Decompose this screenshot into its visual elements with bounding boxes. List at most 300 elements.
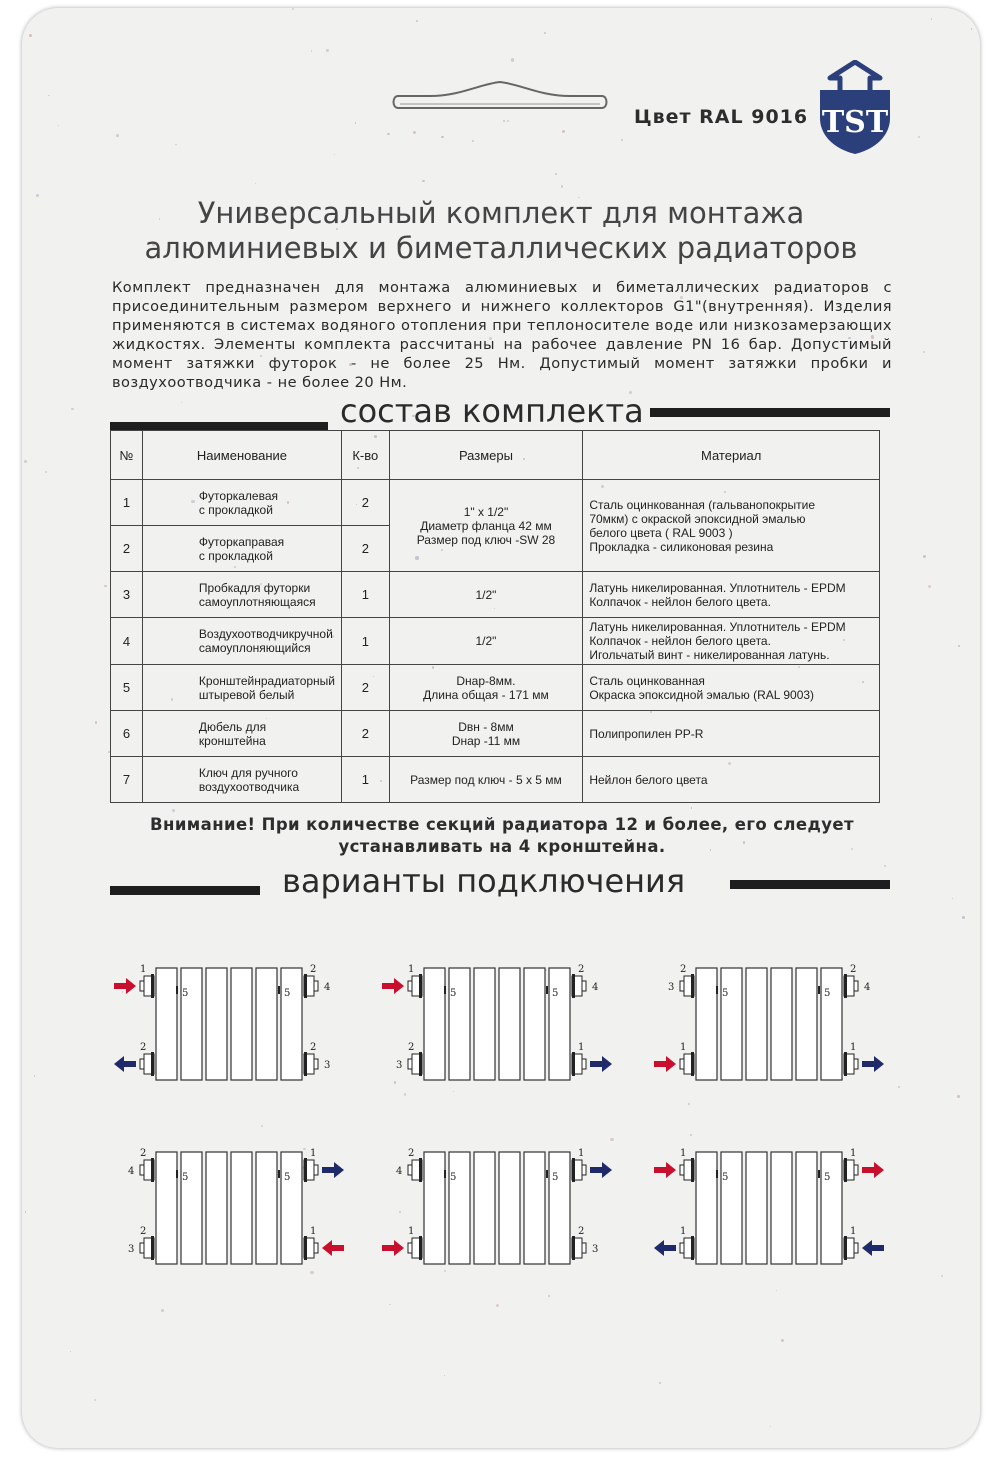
fitting-gasket: [844, 1236, 847, 1260]
fitting-number-label: 2: [578, 1226, 585, 1237]
radiator-section: [524, 1152, 545, 1264]
speckle: [161, 1309, 164, 1312]
radiator-section: [474, 968, 495, 1080]
speckle: [326, 49, 329, 52]
fitting-number-label: 1: [850, 1226, 857, 1237]
radiator-section: [796, 968, 817, 1080]
bracket-mark: [546, 1170, 548, 1178]
fitting-icon: [304, 1236, 318, 1260]
size-line: Dнар -11 мм: [451, 733, 521, 748]
speckle: [355, 122, 357, 124]
row-size: [389, 757, 583, 803]
material-line: Игольчатый винт - никелированная латунь.: [589, 648, 830, 662]
row-no: 2: [111, 526, 143, 572]
row-name-line: Кронштейнрадиаторный: [198, 673, 335, 688]
plug-number-label: 4: [324, 982, 331, 993]
row-name: [142, 480, 341, 526]
speckle: [971, 28, 973, 30]
speckle: [422, 180, 424, 182]
fitting-number-label: 2: [140, 1042, 147, 1053]
table-row: [111, 757, 880, 803]
bracket-mark: [176, 986, 178, 994]
fitting-number-label: 1: [578, 1148, 585, 1159]
row-name-line: воздухоотводчика: [198, 779, 300, 794]
speckle: [928, 585, 931, 588]
fitting-nut: [314, 1059, 318, 1069]
speckle: [555, 173, 557, 175]
fitting-gasket: [304, 1236, 307, 1260]
speckle: [621, 139, 623, 141]
row-name: [142, 572, 341, 618]
speckle: [311, 50, 312, 51]
material-line: белого цвета ( RAL 9003 ): [589, 525, 733, 540]
fitting-nut: [680, 1243, 684, 1253]
fitting-icon: [572, 1052, 586, 1076]
speckle: [496, 1304, 499, 1307]
speckle: [94, 1399, 96, 1401]
speckle: [389, 1304, 391, 1306]
fitting-gasket: [304, 1158, 307, 1182]
radiator-section: [721, 1152, 742, 1264]
fitting-nut: [408, 1243, 412, 1253]
fitting-gasket: [691, 1052, 694, 1076]
speckle: [29, 34, 32, 37]
plug-number-label: 4: [864, 982, 871, 993]
fitting-icon: [304, 1158, 318, 1182]
fitting-number-label: 1: [408, 1226, 415, 1237]
row-size: [389, 665, 583, 711]
fitting-number-label: 1: [408, 964, 415, 975]
radiator-section: [281, 1152, 302, 1264]
fitting-gasket: [691, 1236, 694, 1260]
fitting-nut: [314, 1165, 318, 1175]
bracket-label: 5: [722, 988, 729, 999]
row-qty: 1: [342, 572, 390, 618]
radiator-section: [206, 968, 227, 1080]
speckle: [175, 144, 176, 145]
radiator-section: [499, 1152, 520, 1264]
fitting-icon: [844, 1158, 858, 1182]
speckle: [957, 1095, 960, 1098]
fitting-icon: [844, 1052, 858, 1076]
connection-heading-label: варианты подключения: [282, 862, 686, 900]
fitting-gasket: [419, 1158, 422, 1182]
flow-arrow-right-icon: [654, 1162, 676, 1178]
fitting-gasket: [419, 1236, 422, 1260]
radiator-section: [256, 968, 277, 1080]
row-material: [583, 757, 880, 803]
speckle: [71, 408, 73, 410]
speckle: [36, 194, 39, 197]
bracket-label: 5: [824, 988, 831, 999]
fitting-nut: [680, 1059, 684, 1069]
fitting-icon: [140, 1158, 154, 1182]
connection-diagram-5: [374, 1136, 624, 1276]
packaging-card: [22, 8, 980, 1448]
radiator-section: [231, 1152, 252, 1264]
material-line: 70мкм) с окраской эпоксидной эмалью: [589, 511, 806, 526]
radiator-section: [181, 968, 202, 1080]
bracket-mark: [716, 986, 718, 994]
speckle: [25, 1211, 26, 1212]
page-title: [62, 196, 940, 266]
size-line: Dвн - 8мм: [458, 719, 514, 734]
bracket-label: 5: [552, 988, 559, 999]
material-line: Сталь оцинкованная: [589, 673, 705, 688]
flow-arrow-right-icon: [322, 1162, 344, 1178]
plug-number-label: 3: [396, 1060, 403, 1071]
radiator-section: [696, 1152, 717, 1264]
row-name-line: Ключ для ручного: [198, 765, 298, 780]
fitting-number-label: 2: [140, 1226, 147, 1237]
fitting-number-label: 1: [850, 1148, 857, 1159]
fitting-nut: [854, 1243, 858, 1253]
speckle: [941, 1275, 943, 1277]
row-name-line: Дюбель для кронштейна: [198, 719, 267, 748]
speckle: [931, 18, 933, 20]
row-name: [142, 665, 341, 711]
fitting-gasket: [151, 974, 154, 998]
fitting-number-label: 2: [408, 1148, 415, 1159]
bracket-label: 5: [824, 1172, 831, 1183]
material-line: Нейлон белого цвета: [589, 772, 708, 787]
fitting-gasket: [304, 974, 307, 998]
material-line: Колпачок - нейлон белого цвета.: [589, 634, 771, 648]
fitting-icon: [408, 974, 422, 998]
speckle: [503, 120, 505, 122]
fitting-icon: [140, 1236, 154, 1260]
radiator-section: [256, 1152, 277, 1264]
table-header-row: [111, 431, 880, 480]
fitting-number-label: 1: [680, 1148, 687, 1159]
plug-number-label: 3: [324, 1060, 331, 1071]
row-material: [583, 711, 880, 757]
fitting-number-label: 2: [408, 1042, 415, 1053]
fitting-nut: [854, 1059, 858, 1069]
radiator-section: [231, 968, 252, 1080]
radiator-section: [746, 1152, 767, 1264]
fitting-icon: [680, 1052, 694, 1076]
kit-heading-label: состав комплекта: [340, 392, 644, 430]
plug-number-label: 3: [668, 982, 675, 993]
kit-composition-table: [110, 430, 880, 803]
bracket-mark: [278, 1170, 280, 1178]
shared-size-cell: [389, 480, 583, 572]
fitting-nut: [854, 981, 858, 991]
row-no: 6: [111, 711, 143, 757]
fitting-nut: [680, 1165, 684, 1175]
fitting-number-label: 1: [850, 1042, 857, 1053]
radiator-section: [156, 968, 177, 1080]
fitting-nut: [140, 1165, 144, 1175]
header-name: Наименование: [142, 431, 341, 480]
bracket-label: 5: [552, 1172, 559, 1183]
material-line: Латунь никелированная. Уплотнитель - EPDM: [589, 620, 846, 634]
bracket-label: 5: [284, 988, 291, 999]
speckle: [511, 58, 514, 61]
fitting-number-label: 1: [680, 1226, 687, 1237]
speckle: [45, 471, 47, 473]
radiator-section: [796, 1152, 817, 1264]
speckle: [923, 555, 926, 558]
radiator-section: [821, 1152, 842, 1264]
header-size: Размеры: [389, 431, 583, 480]
flow-arrow-left-icon: [322, 1240, 344, 1256]
title-line-1: Универсальный комплект для монтажа: [197, 196, 805, 230]
radiator-section: [771, 968, 792, 1080]
row-name-line: штыревой белый: [198, 687, 295, 702]
speckle: [261, 1125, 263, 1127]
bracket-label: 5: [450, 1172, 457, 1183]
fitting-number-label: 2: [310, 964, 317, 975]
row-name-line: самоуплотняющаяся: [198, 594, 316, 609]
size-line: Диаметр фланца 42 мм: [420, 518, 552, 533]
bracket-mark: [716, 1170, 718, 1178]
radiator-section: [181, 1152, 202, 1264]
bracket-label: 5: [182, 1172, 189, 1183]
connection-diagram-1: [106, 952, 356, 1092]
table-row: [111, 711, 880, 757]
plug-number-label: 4: [396, 1166, 403, 1177]
flow-arrow-right-icon: [382, 1240, 404, 1256]
fitting-number-label: 2: [680, 964, 687, 975]
fitting-icon: [844, 1236, 858, 1260]
plug-number-label: 4: [128, 1166, 135, 1177]
fitting-nut: [680, 981, 684, 991]
speckle: [659, 1382, 661, 1384]
speckle: [562, 130, 565, 133]
speckle: [34, 1075, 35, 1076]
connection-diagram-3: [646, 952, 896, 1092]
fitting-gasket: [151, 1158, 154, 1182]
speckle: [548, 1295, 550, 1297]
fitting-icon: [680, 1158, 694, 1182]
fitting-icon: [140, 974, 154, 998]
fitting-number-label: 2: [310, 1042, 317, 1053]
row-no: 5: [111, 665, 143, 711]
size-line: 1/2": [475, 587, 497, 602]
radiator-section: [696, 968, 717, 1080]
bracket-mark: [278, 986, 280, 994]
row-name: [142, 711, 341, 757]
speckle: [923, 351, 925, 353]
shared-material-cell: [583, 480, 880, 572]
row-material: [583, 665, 880, 711]
fitting-nut: [140, 1059, 144, 1069]
row-name-line: с прокладкой: [198, 502, 273, 517]
radiator-section: [721, 968, 742, 1080]
size-line: Длина общая - 171 мм: [423, 687, 549, 702]
row-name-line: самоуплоняющийся: [198, 641, 311, 655]
connection-diagram-2: [374, 952, 624, 1092]
size-line: Размер под ключ -SW 28: [416, 532, 556, 547]
row-qty: 2: [342, 665, 390, 711]
speckle: [387, 133, 390, 136]
fitting-icon: [680, 1236, 694, 1260]
fitting-icon: [304, 1052, 318, 1076]
fitting-nut: [140, 1243, 144, 1253]
material-line: Окраска эпоксидной эмалью (RAL 9003): [589, 687, 815, 702]
radiator-section: [156, 1152, 177, 1264]
fitting-nut: [408, 981, 412, 991]
material-line: Колпачок - нейлон белого цвета.: [589, 594, 771, 609]
speckle: [962, 916, 964, 918]
connection-section-heading: [110, 860, 892, 900]
size-line: Dнар-8мм.: [456, 673, 516, 688]
speckle: [413, 131, 416, 134]
speckle: [507, 120, 509, 122]
heading-bar-right: [650, 408, 890, 417]
fitting-gasket: [572, 1158, 575, 1182]
bracket-label: 5: [722, 1172, 729, 1183]
fitting-gasket: [304, 1052, 307, 1076]
fitting-nut: [582, 1243, 586, 1253]
speckle: [688, 1103, 690, 1105]
row-no: 3: [111, 572, 143, 618]
fitting-number-label: 1: [578, 1042, 585, 1053]
row-size: [389, 711, 583, 757]
fitting-nut: [140, 981, 144, 991]
connection-diagram-4: [106, 1136, 356, 1276]
flow-arrow-right-icon: [862, 1056, 884, 1072]
radiator-section: [424, 968, 445, 1080]
fitting-gasket: [691, 974, 694, 998]
radiator-section: [549, 968, 570, 1080]
radiator-section: [474, 1152, 495, 1264]
speckle: [781, 1339, 784, 1342]
fitting-icon: [844, 974, 858, 998]
flow-arrow-left-icon: [114, 1056, 136, 1072]
radiator-section: [524, 968, 545, 1080]
fitting-gasket: [844, 1052, 847, 1076]
fitting-nut: [314, 1243, 318, 1253]
fitting-number-label: 2: [578, 964, 585, 975]
fitting-number-label: 1: [310, 1148, 317, 1159]
row-qty: 2: [342, 711, 390, 757]
bracket-label: 5: [284, 1172, 291, 1183]
flow-arrow-right-icon: [862, 1162, 884, 1178]
speckle: [472, 140, 474, 142]
plug-number-label: 4: [592, 982, 599, 993]
row-name-line: Пробкадля футорки: [198, 580, 311, 595]
header-material: Материал: [583, 431, 880, 480]
bracket-mark: [444, 986, 446, 994]
fitting-number-label: 1: [140, 964, 147, 975]
size-line: Размер под ключ - 5 х 5 мм: [410, 772, 562, 787]
speckle: [24, 460, 27, 463]
fitting-gasket: [151, 1052, 154, 1076]
bracket-mark: [444, 1170, 446, 1178]
tst-logo-icon: [814, 60, 896, 156]
header-no: №: [111, 431, 143, 480]
row-qty: 1: [342, 618, 390, 665]
fitting-icon: [572, 1236, 586, 1260]
fitting-icon: [408, 1158, 422, 1182]
speckle: [172, 809, 175, 812]
flow-arrow-left-icon: [654, 1240, 676, 1256]
speckle: [58, 125, 59, 126]
speckle: [770, 1426, 771, 1427]
row-size: [389, 618, 583, 665]
heading-bar-left: [110, 886, 260, 895]
fitting-gasket: [419, 974, 422, 998]
row-no: 7: [111, 757, 143, 803]
fitting-icon: [304, 974, 318, 998]
fitting-icon: [140, 1052, 154, 1076]
hanger-hole-icon: [390, 74, 610, 114]
speckle: [404, 1093, 407, 1096]
speckle: [441, 136, 443, 138]
table-row: [111, 480, 880, 526]
fitting-gasket: [151, 1236, 154, 1260]
flow-arrow-right-icon: [590, 1056, 612, 1072]
fitting-gasket: [572, 974, 575, 998]
speckle: [776, 1290, 777, 1291]
speckle: [255, 183, 256, 184]
row-name-line: с прокладкой: [198, 548, 273, 563]
speckle: [958, 645, 959, 646]
row-no: 1: [111, 480, 143, 526]
row-name-line: Воздухоотводчикручной: [198, 627, 333, 641]
flow-arrow-right-icon: [654, 1056, 676, 1072]
radiator-section: [449, 968, 470, 1080]
material-line: Латунь никелированная. Уплотнитель - EPDM: [589, 580, 846, 595]
table-row: [111, 618, 880, 665]
material-line: Полипропилен PP-R: [589, 726, 704, 741]
fitting-gasket: [844, 974, 847, 998]
row-qty: 2: [342, 480, 390, 526]
row-size: [389, 572, 583, 618]
logo-text: TST: [821, 105, 889, 140]
warning-notice: [112, 814, 892, 858]
fitting-nut: [314, 981, 318, 991]
speckle: [95, 721, 98, 724]
speckle: [48, 95, 50, 97]
radiator-section: [771, 1152, 792, 1264]
speckle: [104, 585, 107, 588]
speckle: [918, 136, 920, 138]
row-qty: 2: [342, 526, 390, 572]
plug-number-label: 3: [592, 1244, 599, 1255]
fitting-icon: [572, 974, 586, 998]
speckle: [544, 32, 546, 34]
fitting-gasket: [419, 1052, 422, 1076]
radiator-section: [821, 968, 842, 1080]
row-material: [583, 618, 880, 665]
flow-arrow-right-icon: [590, 1162, 612, 1178]
fitting-nut: [408, 1059, 412, 1069]
fitting-nut: [582, 981, 586, 991]
color-code-label: Цвет RAL 9016: [634, 106, 809, 128]
row-name-line: Футоркаправая: [198, 534, 285, 549]
notice-line: Внимание! При количестве секций радиатора 12 и более, его следует: [150, 815, 854, 834]
row-name: [142, 526, 341, 572]
speckle: [416, 20, 418, 22]
fitting-nut: [854, 1165, 858, 1175]
radiator-section: [449, 1152, 470, 1264]
fitting-number-label: 1: [680, 1042, 687, 1053]
fitting-icon: [408, 1236, 422, 1260]
fitting-nut: [582, 1059, 586, 1069]
title-line-2: алюминиевых и биметаллических радиаторов: [144, 231, 858, 265]
fitting-number-label: 1: [310, 1226, 317, 1237]
table-row: [111, 665, 880, 711]
size-line: 1/2": [475, 634, 497, 648]
size-line: 1" х 1/2": [463, 504, 509, 519]
fitting-gasket: [572, 1052, 575, 1076]
fitting-icon: [680, 974, 694, 998]
speckle: [116, 134, 119, 137]
